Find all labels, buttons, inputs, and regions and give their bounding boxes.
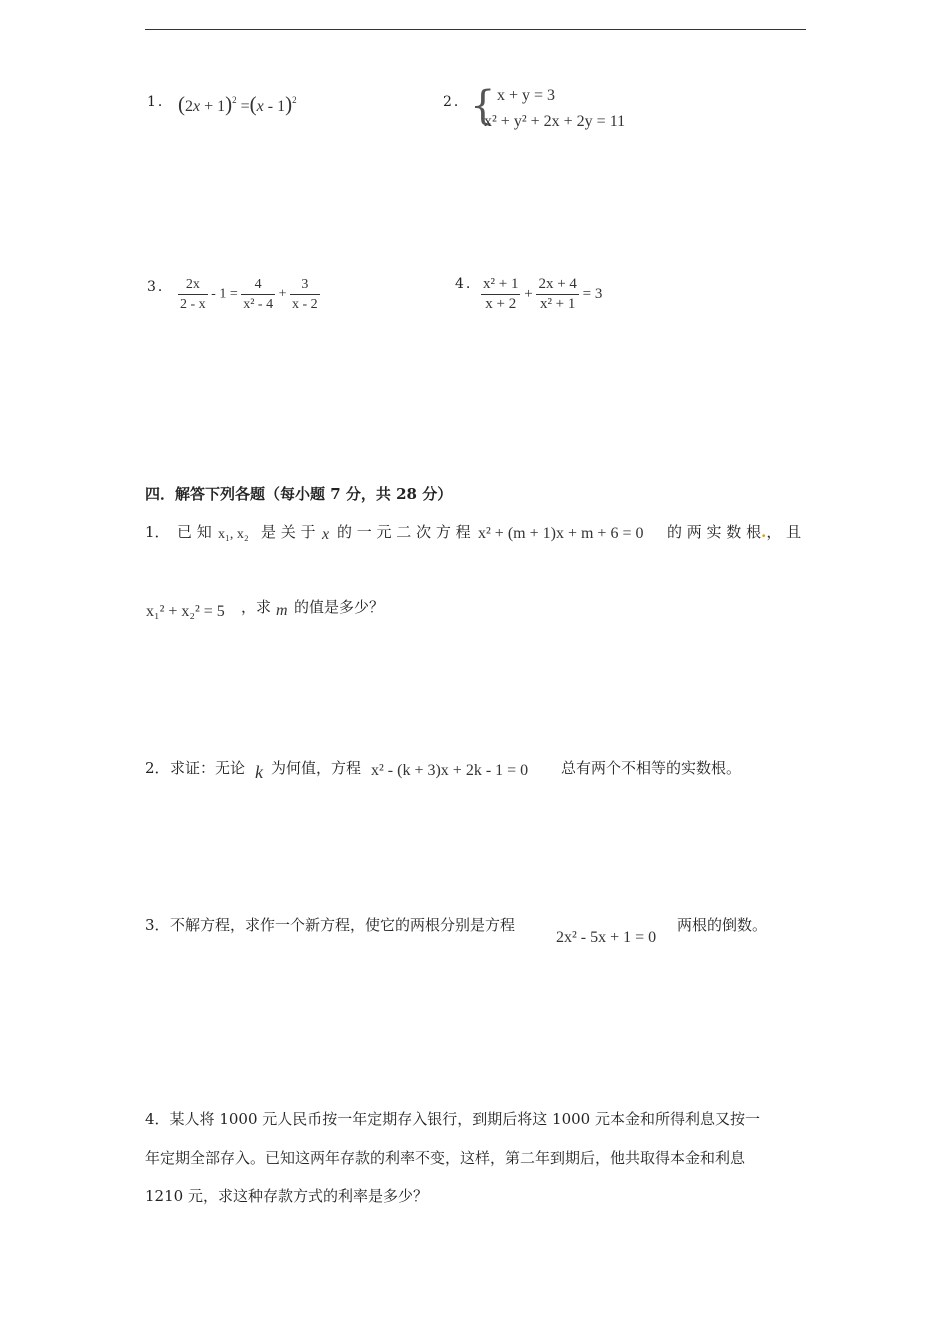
- question-4-line-2: 年定期全部存入。已知这两年存款的利率不变，这样，第二年到期后，他共取得本金和利息: [145, 1149, 746, 1167]
- question-1-text-c: 的 一 元 二 次 方 程: [337, 523, 471, 541]
- system-line-1: x + y = 3: [497, 87, 556, 104]
- problem-4-number: 4.: [455, 276, 473, 292]
- question-2-text-c: 总有两个不相等的实数根。: [561, 759, 742, 777]
- question-1-text-f: 的值是多少？: [294, 598, 385, 616]
- question-1-equation: x² + (m + 1)x + m + 6 = 0: [478, 525, 644, 542]
- question-2-text-b: 为何值，方程: [271, 759, 362, 777]
- question-3-text-b: 两根的倒数。: [677, 916, 768, 934]
- question-1-condition: x₁² + x₂² = 5: [146, 603, 225, 620]
- section-heading: 四．解答下列各题（每小题 7 分，共 28 分）: [145, 485, 453, 503]
- problem-2-number: 2．: [443, 94, 470, 110]
- question-1-var: x: [322, 526, 330, 543]
- problem-3-equation: $\frac{2x}{2 - x}$ - 1 = $\frac{4}{\text{x² - 4}}$ + $\frac{3}{x - 2}$: [180, 277, 318, 312]
- question-1-text-b: 是 关 于: [261, 523, 316, 541]
- question-1-number: 1．: [145, 523, 170, 541]
- fraction-1: $\frac{2x}{2 - x}$: [180, 277, 206, 312]
- system-brace: {: [470, 83, 496, 129]
- fraction-2: $\frac{4}{\text{x² - 4}}$: [243, 277, 274, 312]
- question-2-equation: x² - (k + 3)x + 2k - 1 = 0: [371, 762, 529, 779]
- question-3-text-a: 不解方程，求作一个新方程，使它的两根分别是方程: [170, 916, 516, 934]
- problem-4-equation: $\frac{\text{x² + 1}}{x + 2}$ + $\frac{2x + 4}{\text{x² + 1}}$ = 3: [483, 276, 603, 312]
- question-1-roots: x₁, x₂: [218, 527, 249, 542]
- edit-mark: .: [761, 523, 767, 541]
- question-2-number: 2．: [145, 759, 170, 777]
- problem-3-number: 3．: [147, 279, 174, 295]
- problem-1-number: 1．: [147, 94, 174, 110]
- system-line-2: x² + y² + 2x + 2y = 11: [484, 113, 626, 130]
- question-2-var: k: [255, 762, 263, 782]
- question-4-line-3: 1210 元，求这种存款方式的利率是多少？: [145, 1187, 428, 1205]
- question-3-number: 3．: [145, 916, 170, 934]
- problem-1-equation: $(2x + 1)^2 =(x - 1)^2$: [178, 92, 297, 116]
- question-2-text-a: 求证：无论: [170, 759, 246, 777]
- question-1-text-e: ，求: [241, 598, 272, 616]
- question-1-text-d: 的 两 实 数 根.， 且: [667, 523, 802, 541]
- question-1-text-a: 已 知: [177, 523, 212, 541]
- question-1-var2: m: [276, 602, 288, 619]
- fraction-3: $\frac{3}{x - 2}$: [292, 277, 318, 312]
- question-3-equation: 2x² - 5x + 1 = 0: [556, 929, 657, 946]
- fraction-1: $\frac{\text{x² + 1}}{x + 2}$: [483, 276, 519, 312]
- header-rule: [145, 29, 806, 30]
- question-4-line-1: 4．某人将 1000 元人民币按一年定期存入银行，到期后将这 1000 元本金和所得利息又按一: [145, 1110, 760, 1128]
- fraction-2: $\frac{2x + 4}{\text{x² + 1}}$: [538, 276, 577, 312]
